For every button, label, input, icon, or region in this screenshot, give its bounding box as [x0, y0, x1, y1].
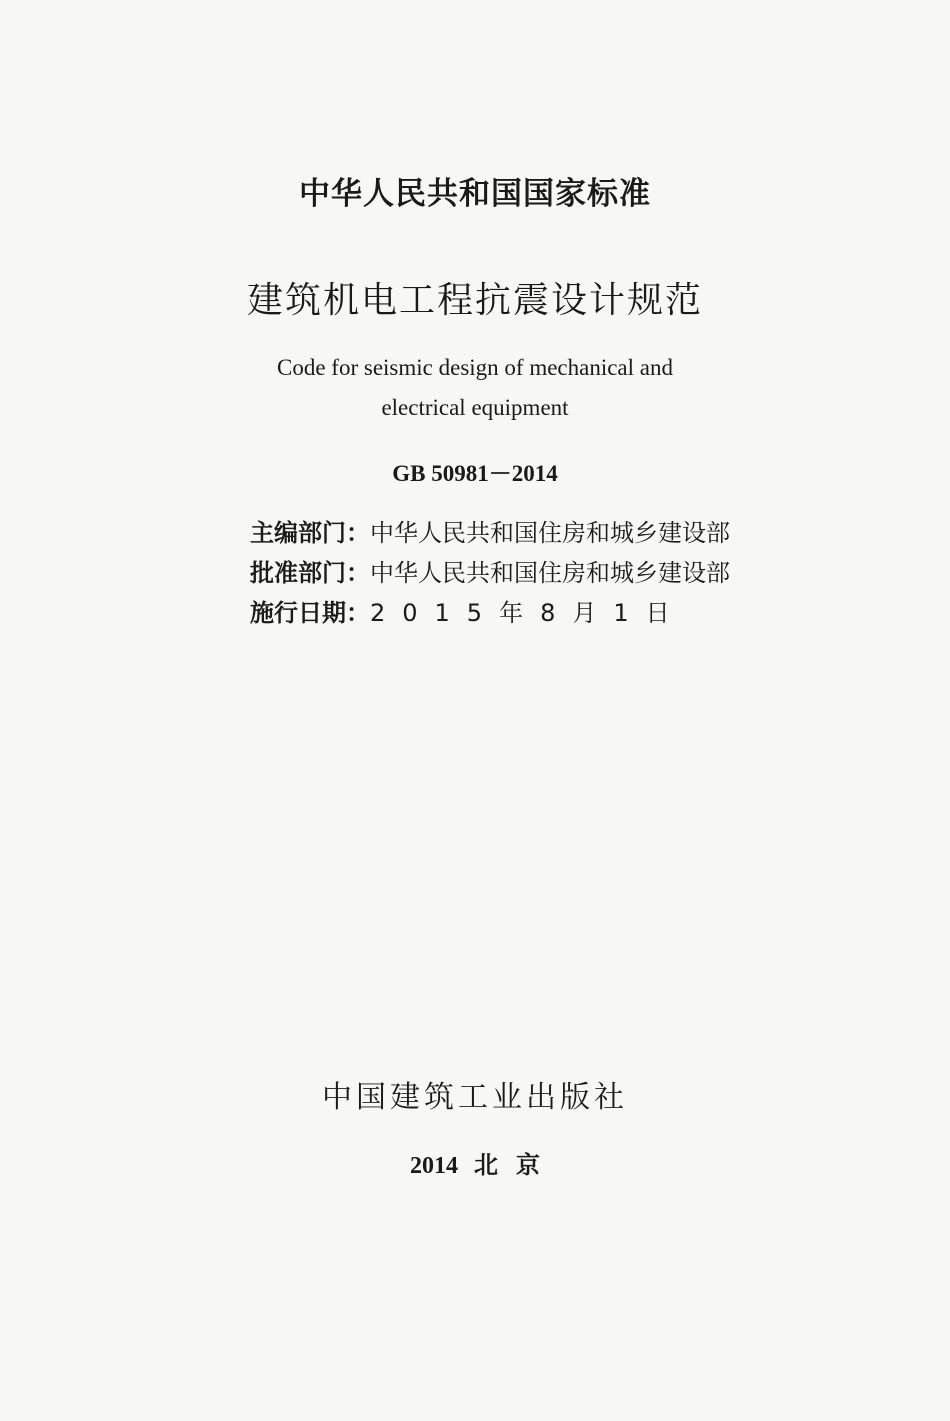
editor-value: 中华人民共和国住房和城乡建设部: [370, 519, 730, 547]
publication-city: 北 京: [474, 1153, 540, 1179]
title-english: [0, 348, 950, 428]
title-english-line-2: electrical equipment: [381, 395, 569, 420]
publication-info: [0, 1145, 950, 1180]
date-label: 施行日期：: [250, 599, 370, 627]
effective-date: [250, 593, 810, 628]
title-english-line-1: Code for seismic design of mechanical and: [277, 355, 673, 380]
standard-series: 中华人民共和国国家标准: [299, 176, 651, 212]
date-value: 2015年8月1日: [370, 599, 687, 627]
approver-label: 批准部门：: [250, 559, 370, 587]
title-chinese: 建筑机电工程抗震设计规范: [246, 280, 703, 321]
standard-code: GB 50981－2014: [392, 461, 558, 486]
approver-department: [250, 553, 810, 588]
editor-department: [250, 513, 810, 548]
publisher: 中国建筑工业出版社: [322, 1080, 628, 1115]
approver-value: 中华人民共和国住房和城乡建设部: [370, 559, 730, 587]
publication-year: 2014: [410, 1153, 458, 1179]
editor-label: 主编部门：: [250, 519, 370, 547]
